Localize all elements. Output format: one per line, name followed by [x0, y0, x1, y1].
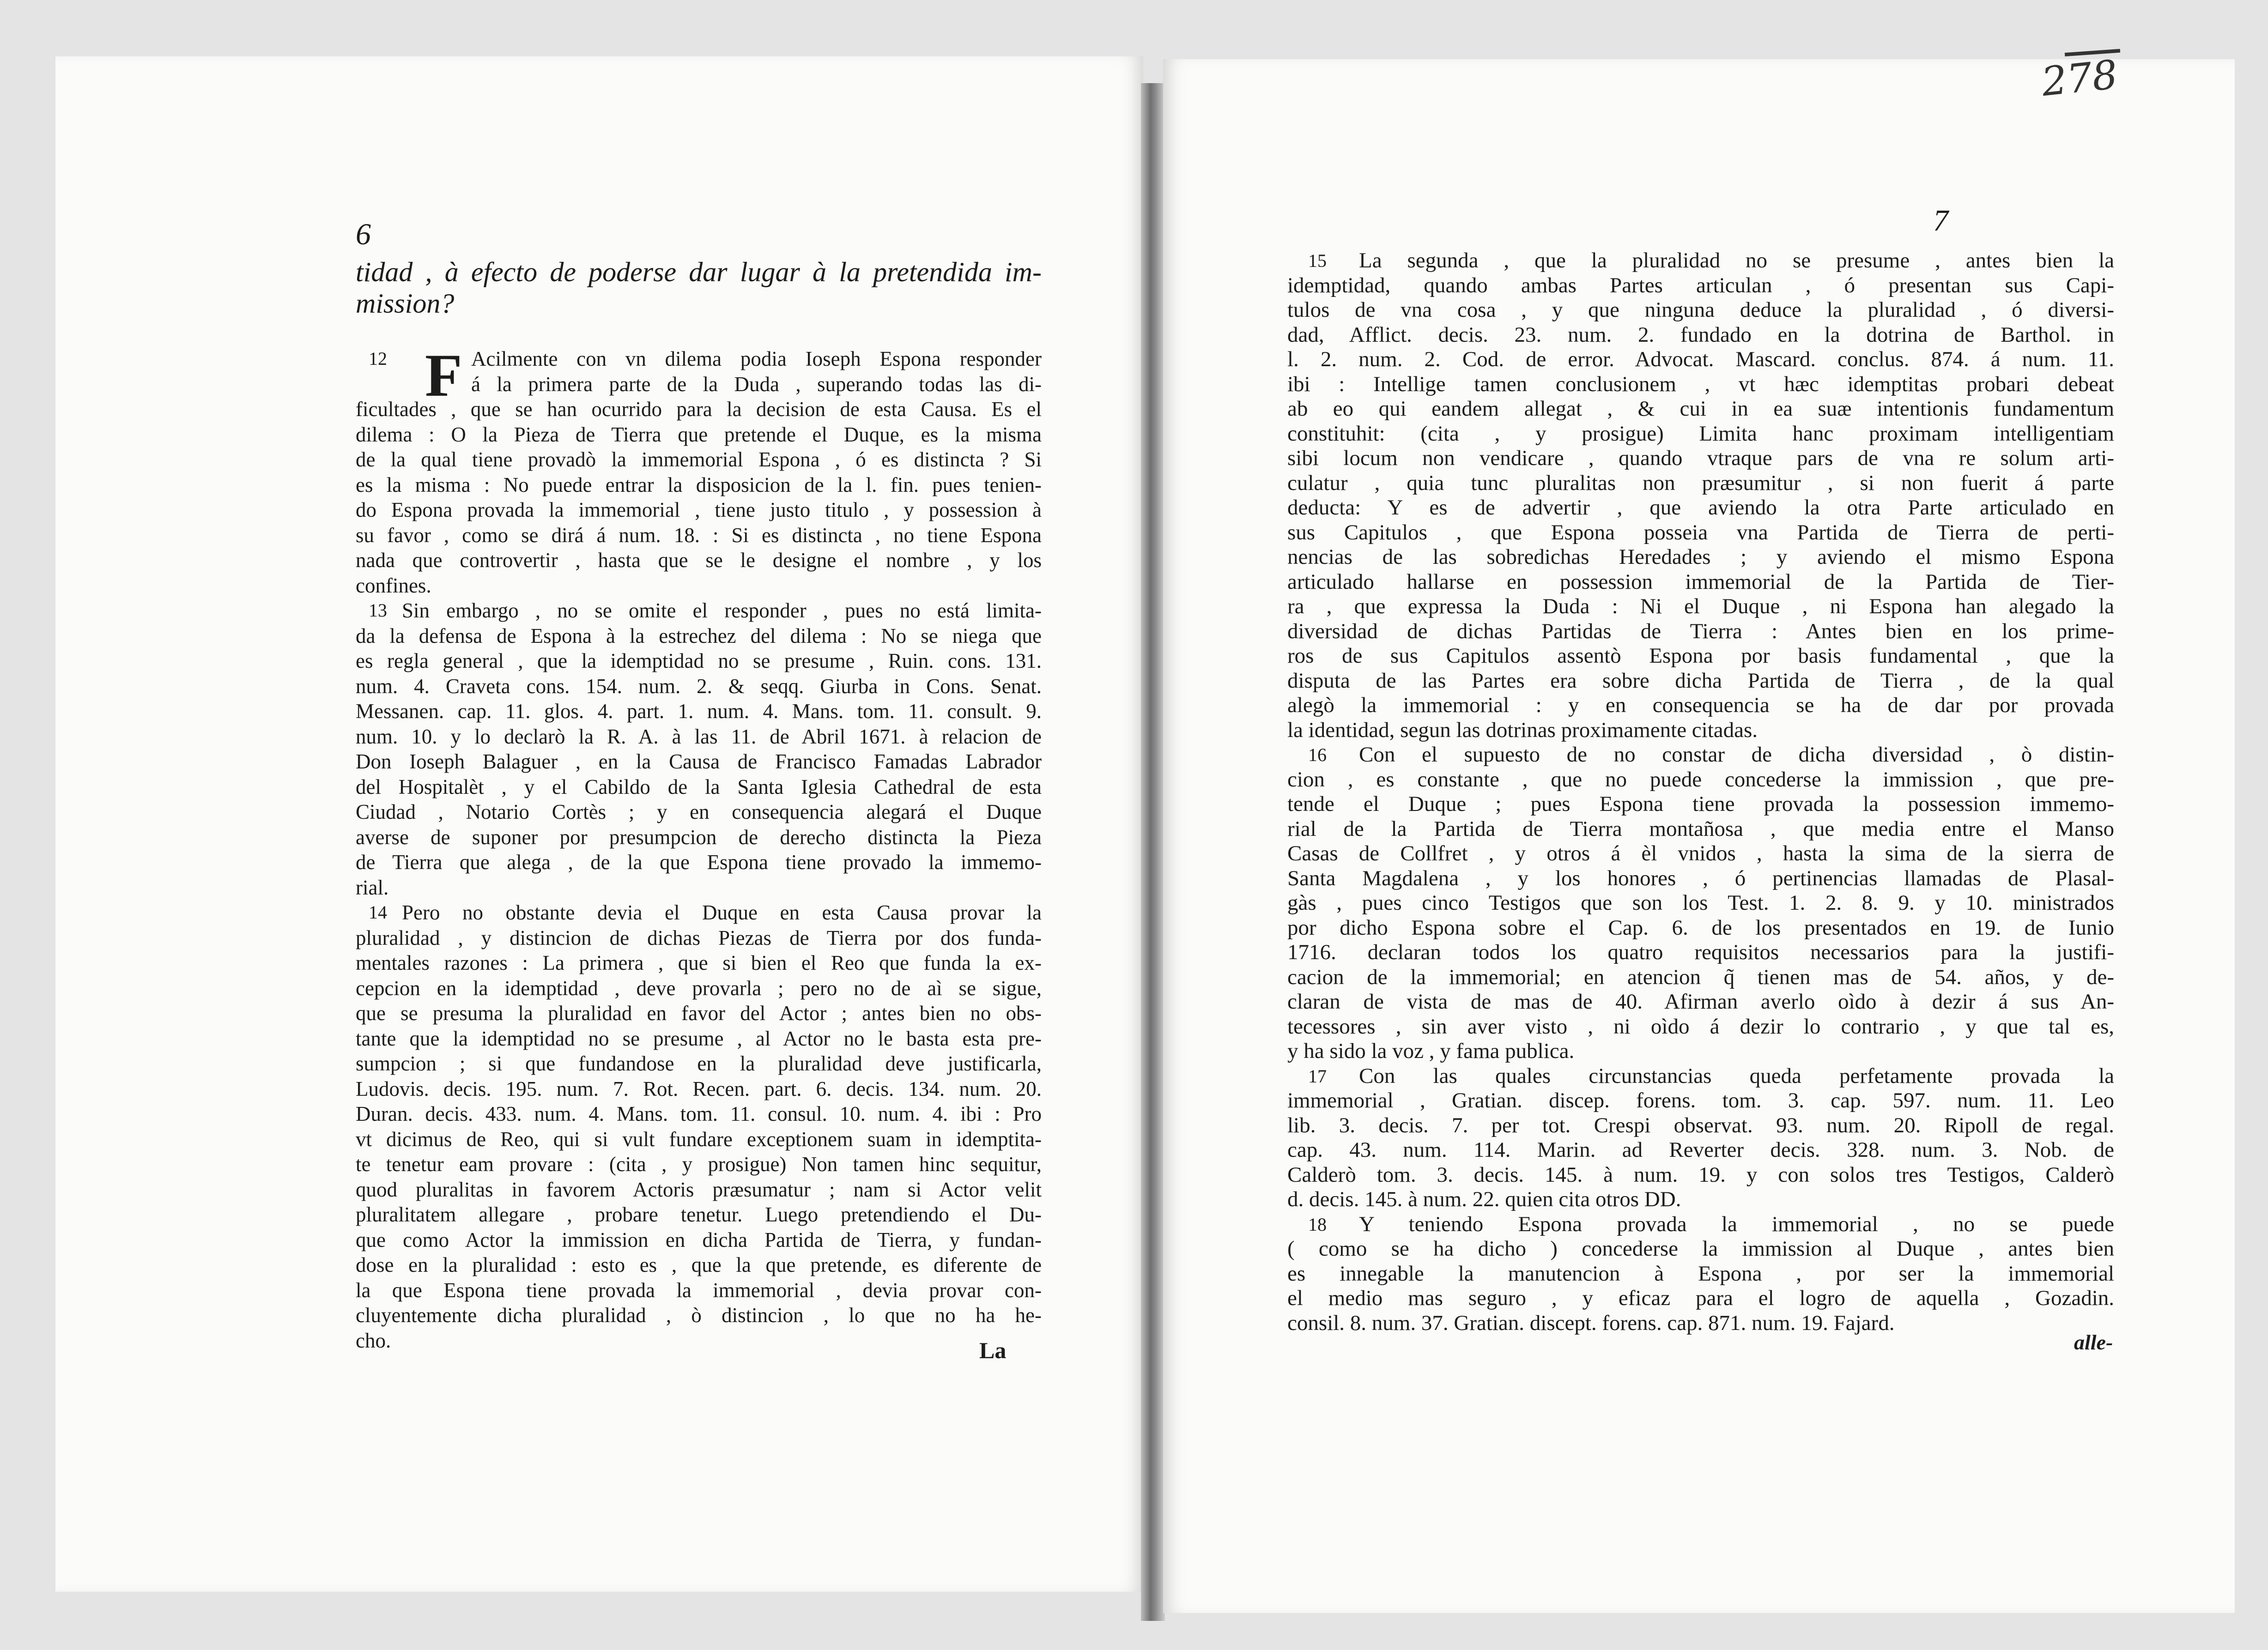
- text-line: articulado hallarse en possession immemorial de la Partida de Tier-: [1287, 569, 2114, 594]
- text-line: vt dicimus de Reo, qui si vult fundare exceptionem suam in idemptita-: [356, 1127, 1042, 1151]
- text-line: immemorial , Gratian. discep. forens. tom. 3. cap. 597. num. 11. Leo: [1287, 1088, 2114, 1112]
- question-heading: [356, 256, 1042, 319]
- text-line: ra , que expressa la Duda : Ni el Duque , ni Espona han alegado la: [1287, 594, 2114, 618]
- catchword-left: La: [979, 1337, 1007, 1363]
- paragraph-number: 12: [369, 348, 387, 369]
- left-text-block: [356, 341, 1042, 1353]
- text-line: ibi : Intellige tamen conclusionem , vt hæc idemptitas probari debeat: [1287, 372, 2114, 396]
- text-line: sumpcion ; si que fundandose en la pluralidad deve justificarla,: [356, 1052, 1042, 1075]
- text-line: y ha sido la voz , y fama publica.: [1287, 1039, 1575, 1063]
- text-line: Sin embargo , no se omite el responder , pues no está limita-: [402, 599, 1042, 622]
- text-line: te tenetur eam provare : (cita , y prosigue) Non tamen hinc sequitur,: [356, 1153, 1042, 1176]
- text-line: num. 4. Craveta cons. 154. num. 2. & seqq. Giurba in Cons. Senat.: [356, 674, 1042, 698]
- right-text-block: [1287, 248, 2114, 1336]
- text-line: num. 10. y lo declarò la R. A. à las 11. de Abril 1671. à relacion de: [356, 725, 1042, 748]
- text-line: su favor , como se dirá á num. 18. : Si es distincta , no tiene Espona: [356, 523, 1042, 547]
- paragraph-number: 13: [369, 600, 387, 621]
- text-line: que como Actor la immission en dicha Partida de Tierra, y fundan-: [356, 1228, 1042, 1251]
- text-line: ficultades , que se han ocurrido para la decision de esta Causa. Es el: [356, 398, 1042, 421]
- text-line: Casas de Collfret , y otros á èl vnidos , hasta la sima de la sierra de: [1287, 841, 2114, 865]
- text-line: Messanen. cap. 11. glos. 4. part. 1. num. 4. Mans. tom. 11. consult. 9.: [356, 700, 1042, 723]
- heading-line: mission?: [356, 288, 455, 319]
- text-line: cap. 43. num. 114. Marin. ad Reverter decis. 328. num. 3. Nob. de: [1287, 1138, 2114, 1162]
- text-line: es regla general , que la idemptidad no se presume , Ruin. cons. 131.: [356, 649, 1042, 672]
- text-line: ros de sus Capitulos assentò Espona por basis fundamental , que la: [1287, 644, 2114, 668]
- paragraph-12: [356, 341, 1042, 598]
- text-line: do Espona provada la immemorial , tiene justo titulo , y possession à: [356, 498, 1042, 521]
- text-line: nada que controvertir , hasta que se le designe el nombre , y los: [356, 549, 1042, 572]
- drop-cap-initial: F: [425, 341, 462, 409]
- text-line: gàs , pues cinco Testigos que son los Test. 1. 2. 8. 9. y 10. ministrados: [1287, 891, 2114, 915]
- paragraph-17: [1287, 1064, 2114, 1212]
- text-line: 1716. declaran todos los quatro requisitos necessarios para la justifi-: [1287, 940, 2114, 964]
- text-line: lib. 3. decis. 7. per tot. Crespi observat. 93. num. 20. Ripoll de regal.: [1287, 1113, 2114, 1137]
- text-line: la que Espona tiene provada la immemorial , devia provar con-: [356, 1278, 1042, 1302]
- text-line: dad, Afflict. decis. 23. num. 2. fundado en la dotrina de Barthol. in: [1287, 322, 2114, 347]
- text-line: tende el Duque ; pues Espona tiene provada la possession immemo-: [1287, 792, 2114, 816]
- text-line: Acilmente con vn dilema podia Ioseph Espona responder: [471, 347, 1042, 370]
- text-line: Calderò tom. 3. decis. 145. à num. 19. y con solos tres Testigos, Calderò: [1287, 1162, 2114, 1187]
- text-line: Pero no obstante devia el Duque en esta Causa provar la: [402, 901, 1042, 924]
- text-line: á la primera parte de la Duda , superando todas las di-: [471, 372, 1042, 396]
- text-line: de la qual tiene provadò la immemorial Espona , ó es distincta ? Si: [356, 448, 1042, 471]
- text-line: cluyentemente dicha pluralidad , ò distincion , lo que no ha he-: [356, 1304, 1042, 1327]
- paragraph-18: [1287, 1212, 2114, 1336]
- text-line: cion , es constante , que no puede concederse la immission , que pre-: [1287, 767, 2114, 792]
- text-line: Con las quales circunstancias queda perfetamente provada la: [1359, 1064, 2114, 1088]
- text-line: Con el supuesto de no constar de dicha diversidad , ò distin-: [1359, 743, 2114, 767]
- text-line: sus Capitulos , que Espona posseia vna Partida de Tierra de perti-: [1287, 520, 2114, 544]
- text-line: rial de la Partida de Tierra montañosa , que media entre el Manso: [1287, 816, 2114, 841]
- paragraph-16: [1287, 743, 2114, 1064]
- text-line: Duran. decis. 433. num. 4. Mans. tom. 11. consul. 10. num. 4. ibi : Pro: [356, 1102, 1042, 1125]
- text-line: del Hospitalèt , y el Cabildo de la Santa Iglesia Cathedral de esta: [356, 775, 1042, 798]
- text-line: dilema : O la Pieza de Tierra que pretende el Duque, es la misma: [356, 423, 1042, 446]
- text-line: cho.: [356, 1329, 391, 1352]
- handwritten-folio-number: 278: [2039, 51, 2120, 106]
- text-line: d. decis. 145. à num. 22. quien cita otros DD.: [1287, 1187, 1681, 1211]
- text-line: de Tierra que alega , de la que Espona tiene provado la immemo-: [356, 851, 1042, 874]
- catchword-right: alle-: [2074, 1330, 2113, 1354]
- text-line: averse de suponer por presumpcion de derecho distincta la Pieza: [356, 825, 1042, 849]
- text-line: confines.: [356, 574, 431, 597]
- text-line: disputa de las Partes era sobre dicha Partida de Tierra , de la qual: [1287, 668, 2114, 693]
- text-line: es la misma : No puede entrar la disposicion de la l. fin. pues tenien-: [356, 473, 1042, 496]
- paragraph-number: 15: [1308, 250, 1327, 271]
- text-line: consil. 8. num. 37. Gratian. discept. forens. cap. 871. num. 19. Fajard.: [1287, 1311, 1895, 1335]
- page-number-left: 6: [356, 218, 371, 251]
- paragraph-number: 17: [1308, 1065, 1327, 1087]
- page-number-right: 7: [1933, 204, 1948, 237]
- text-line: constituhit: (cita , y prosigue) Limita hanc proximam intelligentiam: [1287, 421, 2114, 446]
- text-line: idemptidad, quando ambas Partes articulan , ó presentan sus Capi-: [1287, 273, 2114, 297]
- text-line: pluralitatem allegare , probare tenetur. Luego pretendiendo el Du-: [356, 1203, 1042, 1226]
- paragraph-number: 16: [1308, 744, 1327, 765]
- text-line: que se presuma la pluralidad en favor del Actor ; antes bien no obs-: [356, 1002, 1042, 1025]
- text-line: l. 2. num. 2. Cod. de error. Advocat. Mascard. conclus. 874. á num. 11.: [1287, 347, 2114, 371]
- text-line: diversidad de dichas Partidas de Tierra : Antes bien en los prime-: [1287, 619, 2114, 643]
- text-line: cacion de la immemorial; en atencion q̃ tienen mas de 54. años, y de-: [1287, 965, 2114, 989]
- text-line: da la defensa de Espona à la estrechez del dilema : No se niega que: [356, 624, 1042, 647]
- text-line: Ludovis. decis. 195. num. 7. Rot. Recen. part. 6. decis. 134. num. 20.: [356, 1077, 1042, 1100]
- text-line: ab eo qui eandem allegat , & cui in ea suæ intentionis fundamentum: [1287, 397, 2114, 421]
- text-line: dose en la pluralidad : esto es , que la que pretende, es diferente de: [356, 1253, 1042, 1276]
- text-line: tulos de vna cosa , y que ninguna deduce la pluralidad , ó diversi-: [1287, 298, 2114, 322]
- text-line: quod pluralitas in favorem Actoris præsumatur ; nam si Actor velit: [356, 1178, 1042, 1201]
- text-line: ( como se ha dicho ) concederse la immission al Duque , antes bien: [1287, 1237, 2114, 1261]
- text-line: Y teniendo Espona provada la immemorial , no se puede: [1359, 1212, 2114, 1236]
- paragraph-number: 18: [1308, 1214, 1327, 1235]
- text-line: tante que la idemptidad no se presume , al Actor no le basta esta pre-: [356, 1027, 1042, 1050]
- text-line: rial.: [356, 876, 389, 899]
- text-line: sibi locum non vendicare , quando vtraque pars de vna re solum arti-: [1287, 446, 2114, 470]
- paragraph-14: [356, 900, 1042, 1353]
- text-line: pluralidad , y distincion de dichas Piezas de Tierra por dos funda-: [356, 926, 1042, 949]
- text-line: cepcion en la idemptidad , deve provarla ; pero no de aì se sigue,: [356, 976, 1042, 1000]
- text-line: la identidad, segun las dotrinas proximamente citadas.: [1287, 718, 1758, 742]
- text-line: es innegable la manutencion à Espona , por ser la immemorial: [1287, 1261, 2114, 1286]
- text-line: culatur , quia tunc pluralitas non præsumitur , si non fuerit á parte: [1287, 471, 2114, 495]
- text-line: mentales razones : La primera , que si bien el Reo que funda la ex-: [356, 951, 1042, 974]
- heading-line: tidad , à efecto de poderse dar lugar à la pretendida im-: [356, 257, 1042, 287]
- text-line: el medio mas seguro , y eficaz para el logro de aquella , Gozadin.: [1287, 1286, 2114, 1310]
- text-line: nencias de las sobredichas Heredades ; y aviendo el mismo Espona: [1287, 545, 2114, 569]
- book-gutter: [1141, 83, 1165, 1621]
- text-line: La segunda , que la pluralidad no se presume , antes bien la: [1359, 248, 2114, 272]
- text-line: por dicho Espona sobre el Cap. 6. de los presentados en 19. de Iunio: [1287, 915, 2114, 940]
- text-line: Ciudad , Notario Cortès ; y en consequencia alegará el Duque: [356, 800, 1042, 823]
- text-line: tecessores , sin aver visto , ni oìdo á dezir lo contrario , y que tal es,: [1287, 1014, 2114, 1039]
- text-line: claran de vista de mas de 40. Afirman averlo oìdo à dezir á sus An-: [1287, 990, 2114, 1014]
- text-line: Don Ioseph Balaguer , en la Causa de Francisco Famadas Labrador: [356, 750, 1042, 773]
- paragraph-13: [356, 598, 1042, 900]
- text-line: deducta: Y es de advertir , que aviendo la otra Parte articulado en: [1287, 496, 2114, 520]
- paragraph-number: 14: [369, 902, 387, 923]
- paragraph-15: [1287, 248, 2114, 743]
- text-line: alegò la immemorial : y en consequencia se ha de dar por provada: [1287, 693, 2114, 717]
- text-line: Santa Magdalena , y los honores , ó pertinencias llamadas de Plasal-: [1287, 866, 2114, 890]
